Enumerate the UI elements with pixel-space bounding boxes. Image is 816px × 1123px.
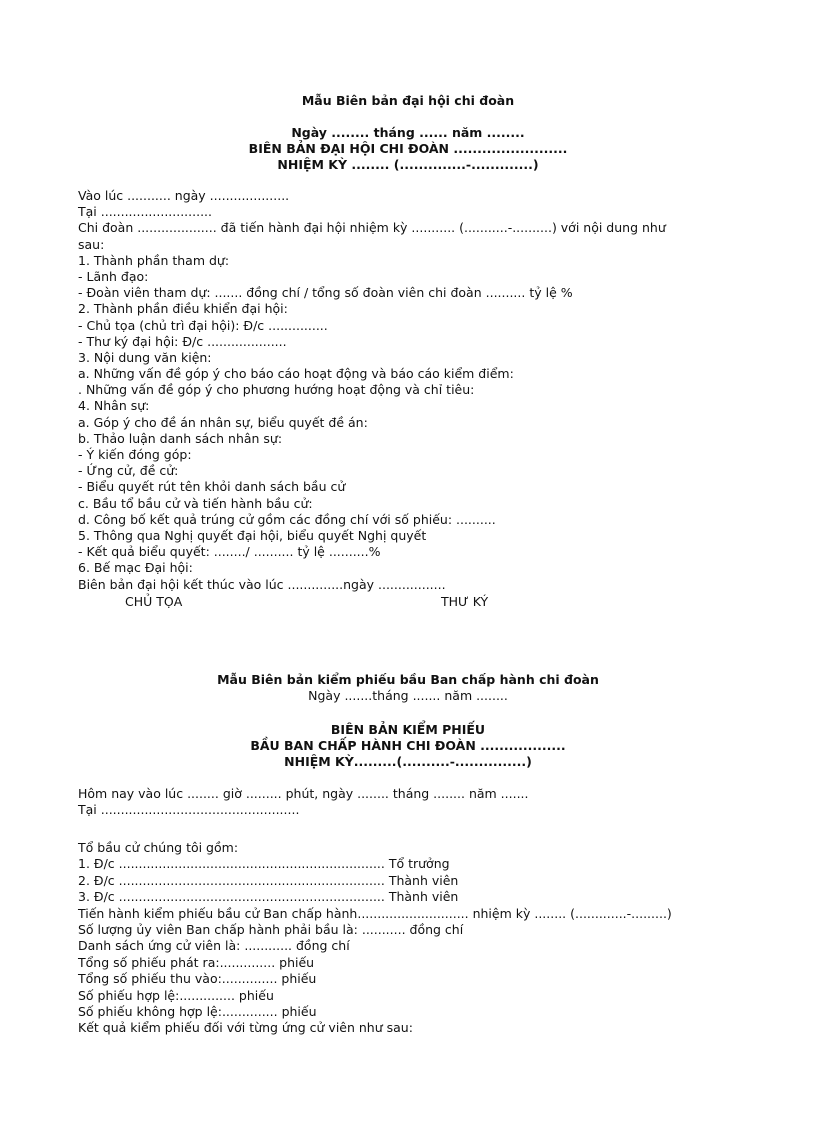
body-line: c. Bầu tổ bầu cử và tiến hành bầu cử: — [78, 495, 313, 511]
body-line: Tổng số phiếu thu vào:.............. phiếu — [78, 971, 317, 987]
body-line: 1. Đ/c ................................................................... Tổ trưởng — [78, 856, 450, 872]
body-line: sau: — [78, 236, 105, 252]
body-line: Tại .................................................. — [78, 802, 300, 818]
body-line: a. Góp ý cho đề án nhân sự, biểu quyết đề án: — [78, 414, 368, 430]
body-line: 1. Thành phần tham dự: — [78, 252, 230, 268]
body-line: b. Thảo luận danh sách nhân sự: — [78, 430, 283, 446]
body-line: 2. Thành phần điều khiển đại hội: — [78, 301, 288, 317]
body-line: Số phiếu không hợp lệ:.............. phiếu — [78, 1003, 317, 1019]
body-line: 2. Đ/c ................................................................... Thành viên — [78, 872, 459, 888]
section1-title: Mẫu Biên bản đại hội chi đoàn — [301, 93, 515, 108]
section2-subheading: BẦU BAN CHẤP HÀNH CHI ĐOÀN .................. — [250, 738, 566, 753]
body-line: 4. Nhân sự: — [78, 398, 150, 414]
body-line: 3. Nội dung văn kiện: — [78, 349, 212, 365]
body-line: - Ý kiến đóng góp: — [78, 447, 192, 462]
body-line: - Biểu quyết rút tên khỏi danh sách bầu cử — [78, 479, 346, 495]
section2-title: Mẫu Biên bản kiểm phiếu bầu Ban chấp hành chi đoàn — [217, 672, 599, 687]
section1-heading: BIÊN BẢN ĐẠI HỘI CHI ĐOÀN ........................ — [248, 141, 568, 156]
body-line: a. Những vấn đề góp ý cho báo cáo hoạt động và báo cáo kiểm điểm: — [78, 366, 514, 382]
body-line: Tổng số phiếu phát ra:.............. phiếu — [78, 954, 315, 970]
body-line: Tại ............................ — [78, 204, 212, 220]
body-line: 5. Thông qua Nghị quyết đại hội, biểu quyết Nghị quyết — [78, 527, 427, 543]
body-line: Số phiếu hợp lệ:.............. phiếu — [78, 987, 274, 1003]
body-line: . Những vấn đề góp ý cho phương hướng hoạt động và chỉ tiêu: — [78, 382, 475, 398]
body-line: Biên bản đại hội kết thúc vào lúc ..............ngày ................. — [78, 576, 446, 592]
body-line: Kết quả kiểm phiếu đối với từng ứng cử viên như sau: — [78, 1020, 413, 1036]
body-line: Danh sách ứng cử viên là: ............ đồng chí — [78, 938, 350, 954]
body-line: Số lượng ủy viên Ban chấp hành phải bầu là: ........... đồng chí — [78, 921, 464, 937]
body-line: - Kết quả biểu quyết: ......../ .......... tỷ lệ ..........% — [78, 544, 381, 560]
section1-body — [78, 188, 728, 593]
body-line: d. Công bố kết quả trúng cử gồm các đồng chí với số phiếu: .......... — [78, 511, 496, 527]
body-line: Vào lúc ........... ngày .................... — [78, 188, 290, 203]
body-line: - Đoàn viên tham dự: ....... đồng chí / tổng số đoàn viên chi đoàn .......... tỷ lệ % — [78, 285, 573, 301]
body-line: 6. Bế mạc Đại hội: — [78, 560, 193, 576]
body-line: - Ứng cử, đề cử: — [78, 463, 179, 479]
section2-date-line: Ngày .......tháng ....... năm ........ — [308, 688, 508, 703]
signer-secretary: THƯ KÝ — [441, 594, 489, 609]
body-line: - Thư ký đại hội: Đ/c .................... — [78, 333, 287, 349]
body-line: Chi đoàn .................... đã tiến hành đại hội nhiệm kỳ ........... (...........-..........) với nội dung như — [78, 220, 666, 236]
section2-heading: BIÊN BẢN KIỂM PHIẾU — [330, 722, 486, 737]
body-line: - Chủ tọa (chủ trì đại hội): Đ/c ............... — [78, 317, 328, 333]
section1-date-line: Ngày ........ tháng ...... năm ........ — [291, 125, 525, 140]
section1-term-line: NHIỆM KỲ ........ (..............-.............) — [277, 157, 539, 172]
signer-chairman: CHỦ TỌA — [125, 594, 183, 609]
section2-term-line: NHIỆM KỲ.........(..........-...............) — [284, 754, 532, 769]
body-line: Tổ bầu cử chúng tôi gồm: — [78, 840, 239, 855]
section2-intro — [78, 786, 728, 819]
body-line: 3. Đ/c ................................................................... Thành viên — [78, 889, 459, 905]
body-line: Tiến hành kiểm phiếu bầu cử Ban chấp hành............................ nhiệm kỳ ........ (.............-.........) — [78, 905, 672, 921]
section2-body — [78, 840, 728, 1037]
body-line: - Lãnh đạo: — [78, 268, 149, 284]
body-line: Hôm nay vào lúc ........ giờ ......... phút, ngày ........ tháng ........ năm ....... — [78, 786, 529, 801]
